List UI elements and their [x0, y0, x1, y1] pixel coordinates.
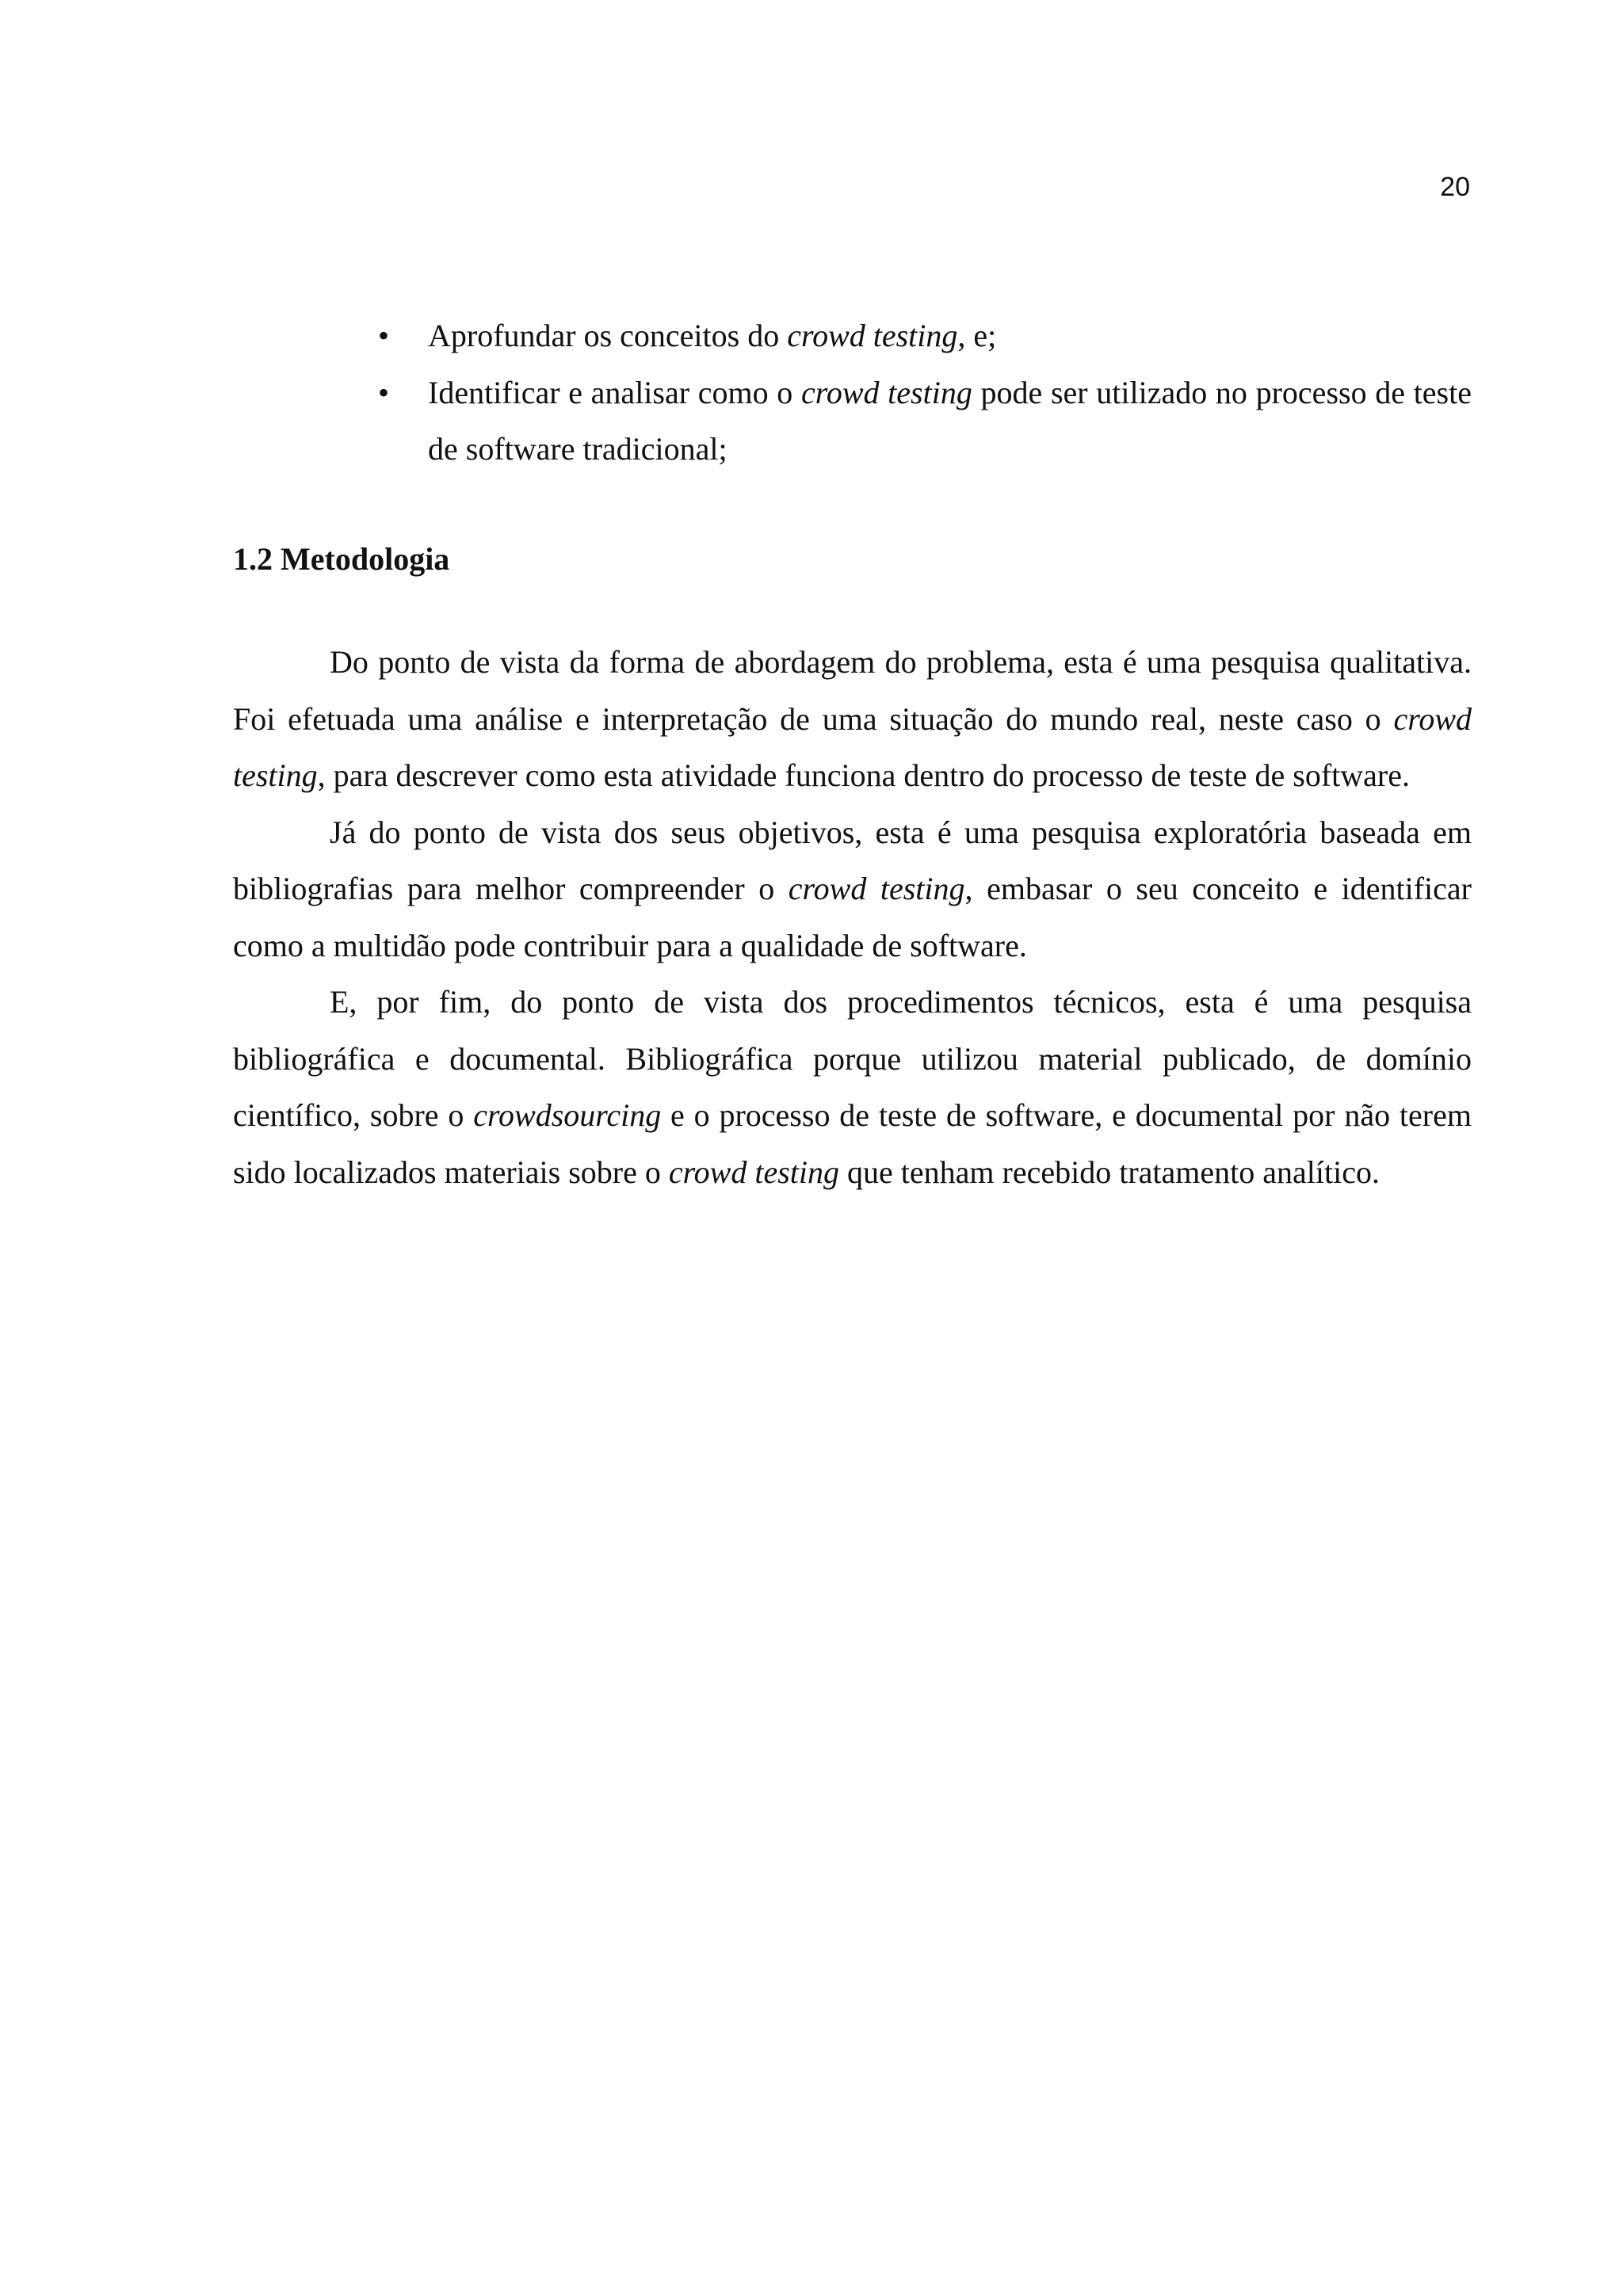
- paragraph: Já do ponto de vista dos seus objetivos, esta é uma pesquisa exploratória baseada em bibliografias para melhor compreender o crowd testing, embasar o seu conceito e identificar como a multidão pode contribuir para a qualidade de software.: [233, 814, 1472, 963]
- list-item-text: Aprofundar os conceitos do crowd testing, e;: [428, 318, 997, 353]
- emphasized-term: crowd testing: [800, 374, 972, 410]
- list-item-text: Identificar e analisar como o crowd testing pode ser utilizado no processo de teste de software tradicional;: [428, 374, 1472, 467]
- paragraph: Do ponto de vista da forma de abordagem do problema, esta é uma pesquisa qualitativa. Foi efetuada uma análise e interpretação de uma situação do mundo real, neste caso o crowd testing, para descrever como esta atividade funciona dentro do processo de teste de software.: [233, 644, 1472, 793]
- page-number: 20: [1440, 172, 1470, 202]
- paragraph: E, por fim, do ponto de vista dos procedimentos técnicos, esta é uma pesquisa bibliográfica e documental. Bibliográfica porque utilizou material publicado, de domínio científico, sobre o crowdsourcing e o processo de teste de software, e documental por não terem sido localizados materiais sobre o crowd testing que tenham recebido tratamento analítico.: [233, 984, 1472, 1190]
- list-item: [233, 307, 1472, 364]
- emphasized-term: crowd testing: [787, 318, 958, 353]
- emphasized-term: crowdsourcing: [473, 1097, 662, 1133]
- bullet-icon: •: [378, 318, 390, 353]
- emphasized-term: crowd testing: [788, 871, 965, 906]
- emphasized-term: crowd testing: [233, 700, 1472, 793]
- bullet-icon: •: [378, 374, 390, 410]
- objectives-list: [233, 307, 1472, 478]
- section-heading: 1.2 Metodologia: [233, 541, 450, 577]
- list-item: [233, 364, 1472, 478]
- emphasized-term: crowd testing: [668, 1154, 840, 1190]
- body-text: [233, 634, 1472, 1200]
